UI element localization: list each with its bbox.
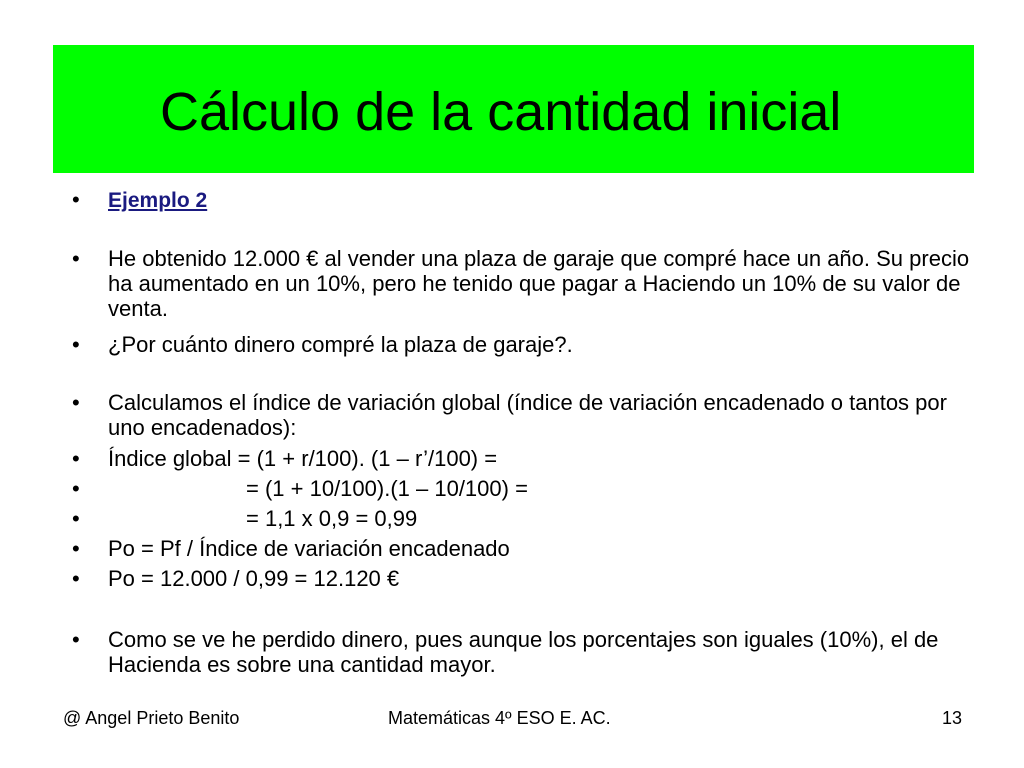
bullet-dot: • (72, 476, 80, 501)
bullet-text: Po = Pf / Índice de variación encadenado (108, 536, 510, 561)
bullet-dot: • (72, 506, 80, 531)
bullet-dot: • (72, 446, 80, 471)
bullet-dot: • (72, 566, 80, 591)
bullet-text: Calculamos el índice de variación global (índice de variación encadenado o tantos por uno encadenados): (108, 390, 947, 440)
bullet-text (108, 187, 978, 213)
example-link[interactable]: Ejemplo 2 (108, 189, 208, 212)
bullet-text: = (1 + 10/100).(1 – 10/100) = (246, 476, 528, 501)
bullet-dot: • (72, 246, 80, 271)
bullet-text: Como se ve he perdido dinero, pues aunque los porcentajes son iguales (10%), el de Hacienda es sobre una cantidad mayor. (108, 627, 939, 677)
bullet-text: Índice global = (1 + r/100). (1 – r’/100) = (108, 446, 498, 471)
bullet-text: He obtenido 12.000 € al vender una plaza de garaje que compré hace un año. Su precio ha aumentado en un 10%, pero he tenido que pagar a Haciendo un 10% de su valor de venta. (108, 246, 970, 321)
bullet-dot: • (72, 390, 80, 415)
footer-course: Matemáticas 4º ESO E. AC. (388, 708, 611, 728)
bullet-dot: • (72, 332, 80, 357)
bullet-dot: • (72, 187, 80, 212)
footer-author: @ Angel Prieto Benito (63, 708, 240, 728)
bullet-dot: • (72, 536, 80, 561)
bullet-dot: • (72, 627, 80, 652)
bullet-text: ¿Por cuánto dinero compré la plaza de garaje?. (108, 332, 573, 357)
bullet-text: Po = 12.000 / 0,99 = 12.120 € (108, 566, 400, 591)
bullet-text: = 1,1 x 0,9 = 0,99 (246, 506, 418, 531)
slide-title: Cálculo de la cantidad inicial (160, 82, 842, 142)
footer-page-number: 13 (942, 708, 963, 728)
